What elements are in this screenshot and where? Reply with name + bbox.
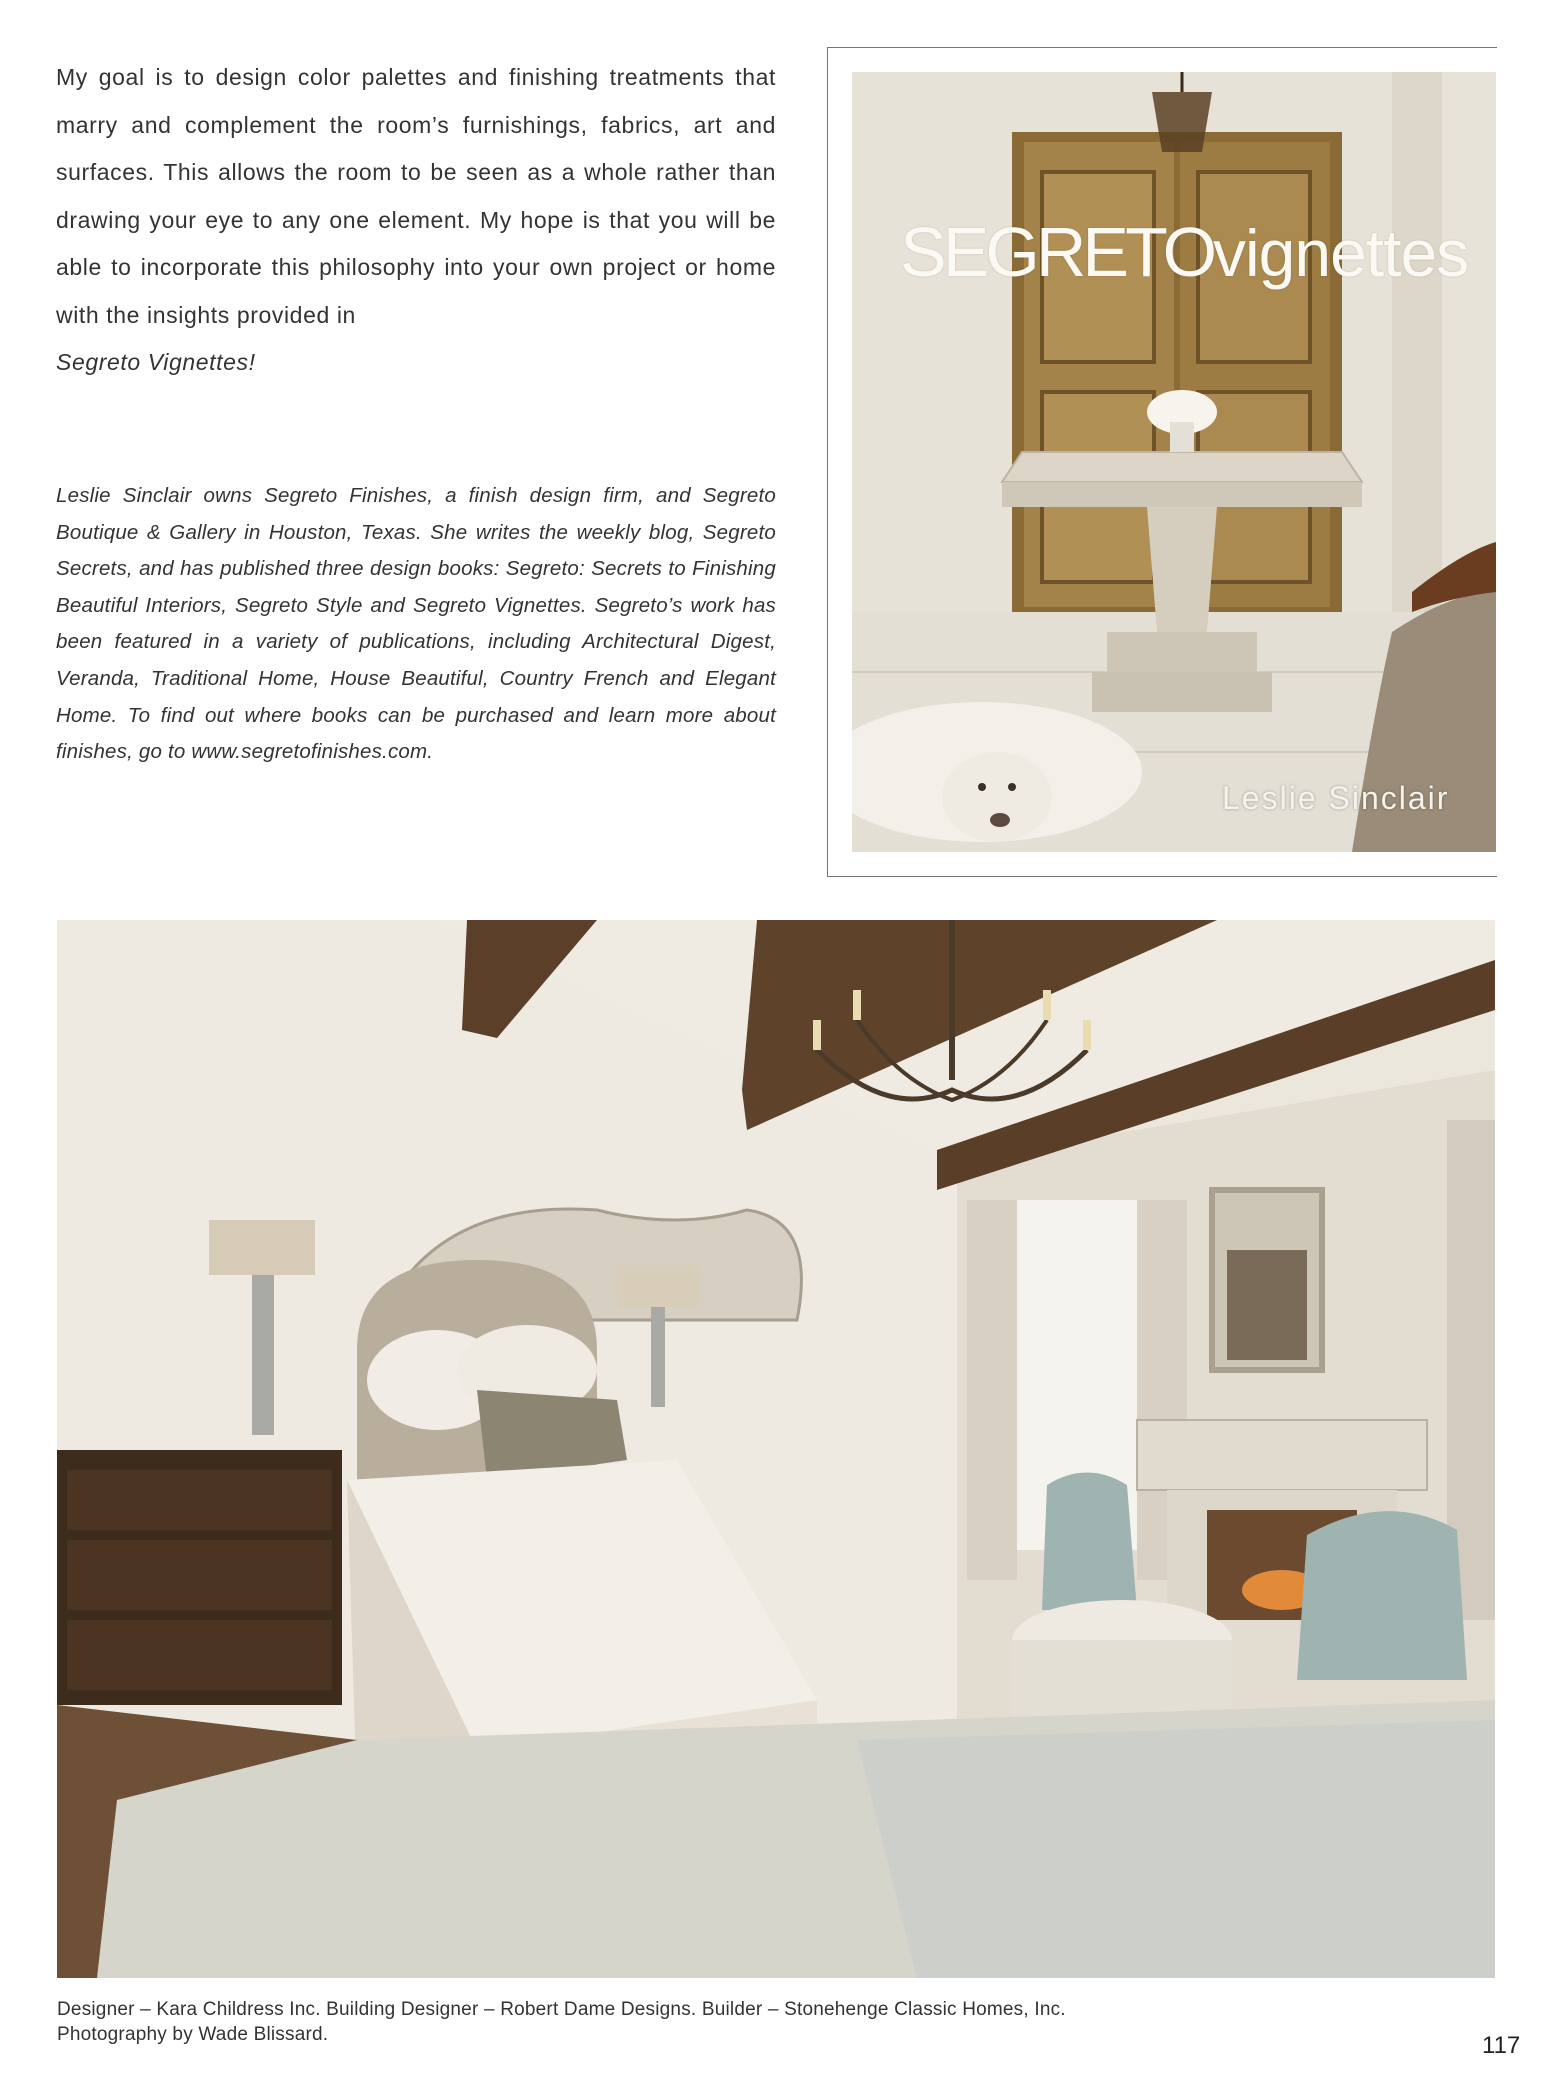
- cover-title: [900, 212, 1468, 292]
- intro-paragraph: [56, 54, 776, 387]
- cover-title-main: SEGRETO: [900, 213, 1214, 291]
- cover-illustration: [852, 72, 1496, 852]
- caption-credits: Designer – Kara Childress Inc. Building Designer – Robert Dame Designs. Builder – Stonehenge Classic Homes, Inc.: [57, 1999, 1066, 2020]
- photo-caption: [57, 1997, 1357, 2047]
- intro-book-reference: Segreto Vignettes!: [56, 349, 256, 375]
- bedroom-photo: [57, 920, 1495, 1978]
- cover-author: Leslie Sinclair: [1222, 780, 1450, 816]
- author-bio: Leslie Sinclair owns Segreto Finishes, a finish design firm, and Segreto Boutique & Gallery in Houston, Texas. She writes the weekly blog, Segreto Secrets, and has published three design books: Segreto: Secrets to Finishing Beautiful Interiors, Segreto Style and Segreto Vignettes. Segreto’s work has been featured in a variety of publications, including Architectural Digest, Veranda, Traditional Home, House Beautiful, Country French and Elegant Home. To find out where books can be purchased and learn more about finishes, go to www.segretofinishes.com.: [56, 484, 776, 764]
- intro-text: My goal is to design color palettes and finishing treatments that marry and complement the room’s furnishings, fabrics, art and surfaces. This allows the room to be seen as a whole rather than drawing your eye to any one element. My hope is that you will be able to incorporate this philosophy into your own project or home with the insights provided in: [56, 64, 776, 328]
- cover-title-sub: vignettes: [1213, 216, 1469, 290]
- bedroom-illustration: [57, 920, 1495, 1978]
- book-cover-image: [852, 72, 1496, 852]
- caption-photography: Photography by Wade Blissard.: [57, 2024, 329, 2045]
- page-number: 117: [1482, 2032, 1521, 2059]
